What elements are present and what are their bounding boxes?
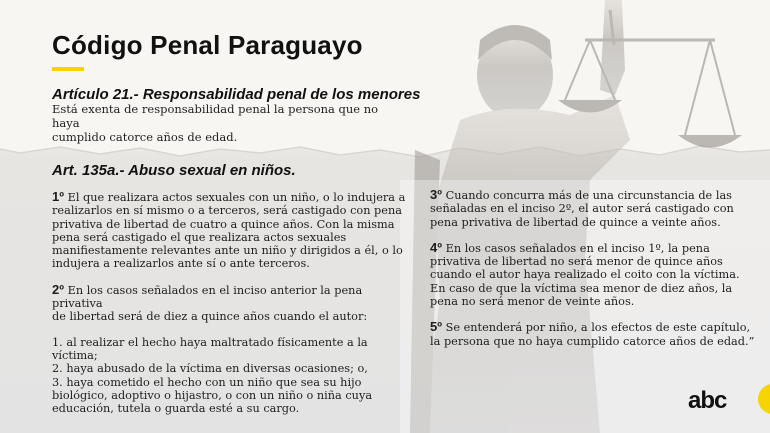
paragraph-2 xyxy=(52,283,412,324)
paragraph-line: indujera a realizarlos ante sí o ante terceros. xyxy=(52,257,310,271)
article-21-line: Está exenta de responsabilidad penal la persona que no haya xyxy=(52,102,379,130)
paragraph-line: En caso de que la víctima sea menor de diez años, la xyxy=(430,281,733,295)
article-135a-heading: Art. 135a.- Abuso sexual en niños. xyxy=(52,162,296,179)
paragraph-number: 1º xyxy=(52,189,64,204)
title-accent-bar xyxy=(52,67,84,71)
paragraph-number: 3º xyxy=(430,187,442,202)
paragraph-line: El que realizara actos sexuales con un niño, o lo indujera a xyxy=(67,191,406,204)
paragraph-line: realizarlos en sí mismo o a terceros, será castigado con pena xyxy=(52,204,402,218)
paragraph-1 xyxy=(52,190,412,271)
paragraph-line: Cuando concurra más de una circunstancia de las xyxy=(445,189,732,202)
paragraph-line: privativa de libertad de cuatro a quince años. Con la misma xyxy=(52,217,395,231)
article-21-body xyxy=(52,102,382,144)
paragraph-line: Se entenderá por niño, a los efectos de este capítulo, xyxy=(445,321,751,335)
list-item: educación, tutela o guarda esté a su cargo. xyxy=(52,402,300,416)
svg-text:abc: abc xyxy=(688,388,727,412)
paragraph-line: pena no será menor de veinte años. xyxy=(430,295,635,309)
abc-logo xyxy=(688,388,748,412)
paragraph-line: pena será castigado el que realizara actos sexuales xyxy=(52,230,347,244)
paragraph-4 xyxy=(430,241,760,308)
page-title: Código Penal Paraguayo xyxy=(52,30,363,60)
paragraph-line: En los casos señalados en el inciso 1º, la pena xyxy=(445,241,710,255)
paragraph-line: de libertad será de diez a quince años cuando el autor: xyxy=(52,310,368,324)
article-21-line: cumplido catorce años de edad. xyxy=(52,130,238,144)
paragraph-5 xyxy=(430,320,760,348)
paragraph-line: señaladas en el inciso 2º, el autor será castigado con xyxy=(430,202,734,216)
paragraph-line: la persona que no haya cumplido catorce años de edad.” xyxy=(430,334,755,348)
article-21-heading: Artículo 21.- Responsabilidad penal de los menores xyxy=(52,86,421,103)
list-item: 1. al realizar el hecho haya maltratado físicamente a la víctima; xyxy=(52,335,368,362)
list-item: 3. haya cometido el hecho con un niño que sea su hijo xyxy=(52,375,362,389)
list-item: 2. haya abusado de la víctima en diversas ocasiones; o, xyxy=(52,362,368,376)
paragraph-line: cuando el autor haya realizado el coito con la víctima. xyxy=(430,268,740,282)
paragraph-line: manifiestamente relevantes ante un niño y dirigidos a él, o lo xyxy=(52,244,403,258)
paragraph-line: privativa de libertad no será menor de quince años xyxy=(430,255,723,269)
conditions-list xyxy=(52,336,412,416)
paragraph-line: pena privativa de libertad de quince a veinte años. xyxy=(430,215,721,229)
list-item: biológico, adoptivo o hijastro, o con un niño o niña cuya xyxy=(52,388,373,402)
paragraph-number: 2º xyxy=(52,281,64,297)
paragraph-number: 5º xyxy=(430,319,442,335)
right-column xyxy=(430,188,760,360)
paragraph-number: 4º xyxy=(430,239,442,255)
paragraph-3 xyxy=(430,188,760,229)
paragraph-line: En los casos señalados en el inciso anterior la pena privativa xyxy=(52,283,363,311)
left-column xyxy=(52,190,412,415)
